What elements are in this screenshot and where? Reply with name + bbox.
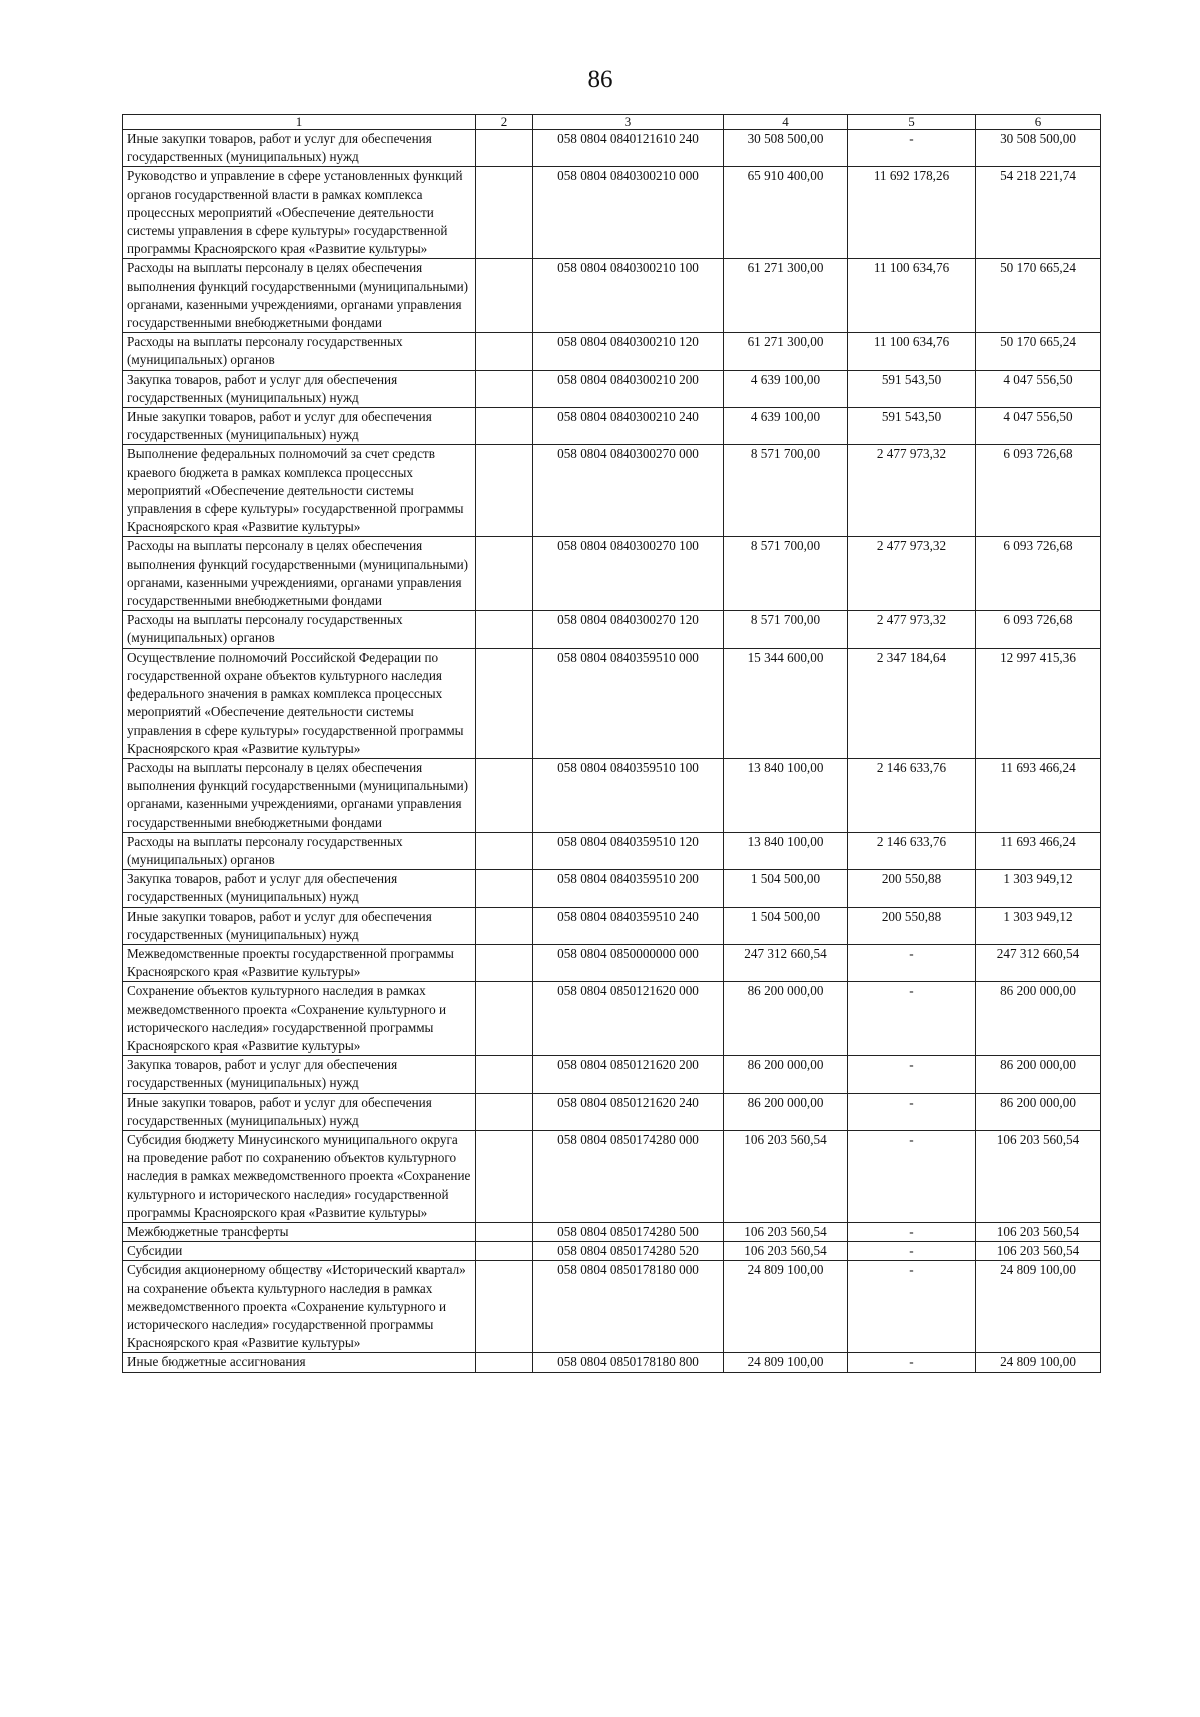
empty-cell [476, 907, 533, 944]
value-cell-col6: 30 508 500,00 [976, 130, 1101, 167]
value-cell-col4: 30 508 500,00 [724, 130, 848, 167]
code-cell: 058 0804 0840300270 120 [533, 611, 724, 648]
code-cell: 058 0804 0850121620 000 [533, 982, 724, 1056]
table-row [123, 1353, 1101, 1372]
table-row [123, 758, 1101, 832]
name-cell: Иные закупки товаров, работ и услуг для обеспечения государственных (муниципальных) нужд [123, 130, 476, 167]
value-cell-col5: 591 543,50 [848, 370, 976, 407]
empty-cell [476, 611, 533, 648]
code-cell: 058 0804 0840300210 100 [533, 259, 724, 333]
table-row [123, 907, 1101, 944]
empty-cell [476, 333, 533, 370]
code-cell: 058 0804 0840359510 100 [533, 758, 724, 832]
value-cell-col4: 8 571 700,00 [724, 611, 848, 648]
empty-cell [476, 1056, 533, 1093]
name-cell: Субсидия акционерному обществу «Исторический квартал» на сохранение объекта культурного наследия в рамках межведомственного проекта «Сохранение культурного и исторического наследия» государственной программы Красноярского края «Развитие культуры» [123, 1261, 476, 1353]
empty-cell [476, 1130, 533, 1222]
column-header-3: 3 [533, 115, 724, 130]
value-cell-col4: 106 203 560,54 [724, 1242, 848, 1261]
table-row [123, 333, 1101, 370]
empty-cell [476, 1093, 533, 1130]
name-cell: Иные бюджетные ассигнования [123, 1353, 476, 1372]
column-header-1: 1 [123, 115, 476, 130]
table-row [123, 1130, 1101, 1222]
value-cell-col6: 106 203 560,54 [976, 1130, 1101, 1222]
empty-cell [476, 648, 533, 758]
value-cell-col5: 591 543,50 [848, 408, 976, 445]
value-cell-col4: 61 271 300,00 [724, 333, 848, 370]
table-row [123, 445, 1101, 537]
table-row [123, 537, 1101, 611]
empty-cell [476, 408, 533, 445]
value-cell-col4: 8 571 700,00 [724, 537, 848, 611]
empty-cell [476, 1261, 533, 1353]
value-cell-col4: 1 504 500,00 [724, 870, 848, 907]
column-header-5: 5 [848, 115, 976, 130]
value-cell-col4: 4 639 100,00 [724, 370, 848, 407]
table-row [123, 130, 1101, 167]
empty-cell [476, 167, 533, 259]
value-cell-col6: 1 303 949,12 [976, 870, 1101, 907]
code-cell: 058 0804 0840300210 240 [533, 408, 724, 445]
value-cell-col6: 106 203 560,54 [976, 1222, 1101, 1241]
name-cell: Расходы на выплаты персоналу государственных (муниципальных) органов [123, 333, 476, 370]
table-row [123, 982, 1101, 1056]
column-header-6: 6 [976, 115, 1101, 130]
page-number: 86 [587, 66, 613, 93]
name-cell: Расходы на выплаты персоналу в целях обеспечения выполнения функций государственными (муниципальными) органами, казенными учреждениями, органами управления государственными внебюджетными фондами [123, 537, 476, 611]
name-cell: Иные закупки товаров, работ и услуг для обеспечения государственных (муниципальных) нужд [123, 907, 476, 944]
value-cell-col4: 247 312 660,54 [724, 944, 848, 981]
value-cell-col6: 24 809 100,00 [976, 1261, 1101, 1353]
empty-cell [476, 370, 533, 407]
name-cell: Руководство и управление в сфере установленных функций органов государственной власти в рамках комплекса процессных мероприятий «Обеспечение деятельности системы управления в сфере культуры» государственной программы Красноярского края «Развитие культуры» [123, 167, 476, 259]
value-cell-col5: - [848, 1130, 976, 1222]
name-cell: Расходы на выплаты персоналу государственных (муниципальных) органов [123, 611, 476, 648]
value-cell-col4: 106 203 560,54 [724, 1130, 848, 1222]
value-cell-col6: 86 200 000,00 [976, 1056, 1101, 1093]
empty-cell [476, 758, 533, 832]
code-cell: 058 0804 0850178180 000 [533, 1261, 724, 1353]
name-cell: Осуществление полномочий Российской Федерации по государственной охране объектов культурного наследия федерального значения в рамках комплекса процессных мероприятий «Обеспечение деятельности системы управления в сфере культуры» государственной программы Красноярского края «Развитие культуры» [123, 648, 476, 758]
name-cell: Субсидия бюджету Минусинского муниципального округа на проведение работ по сохранению объектов культурного наследия в рамках межведомственного проекта «Сохранение культурного и исторического наследия» государственной программы Красноярского края «Развитие культуры» [123, 1130, 476, 1222]
table-row [123, 611, 1101, 648]
table-row [123, 259, 1101, 333]
empty-cell [476, 1242, 533, 1261]
code-cell: 058 0804 0840359510 240 [533, 907, 724, 944]
value-cell-col6: 6 093 726,68 [976, 537, 1101, 611]
code-cell: 058 0804 0840121610 240 [533, 130, 724, 167]
value-cell-col6: 247 312 660,54 [976, 944, 1101, 981]
code-cell: 058 0804 0840300270 000 [533, 445, 724, 537]
value-cell-col5: - [848, 130, 976, 167]
table-row [123, 648, 1101, 758]
value-cell-col6: 24 809 100,00 [976, 1353, 1101, 1372]
code-cell: 058 0804 0840359510 120 [533, 832, 724, 869]
value-cell-col6: 50 170 665,24 [976, 259, 1101, 333]
value-cell-col6: 6 093 726,68 [976, 445, 1101, 537]
value-cell-col5: 2 477 973,32 [848, 445, 976, 537]
value-cell-col4: 106 203 560,54 [724, 1222, 848, 1241]
value-cell-col5: 2 477 973,32 [848, 537, 976, 611]
value-cell-col5: - [848, 982, 976, 1056]
empty-cell [476, 130, 533, 167]
name-cell: Иные закупки товаров, работ и услуг для обеспечения государственных (муниципальных) нужд [123, 1093, 476, 1130]
value-cell-col6: 11 693 466,24 [976, 832, 1101, 869]
value-cell-col4: 13 840 100,00 [724, 832, 848, 869]
code-cell: 058 0804 0840359510 200 [533, 870, 724, 907]
value-cell-col4: 15 344 600,00 [724, 648, 848, 758]
value-cell-col4: 65 910 400,00 [724, 167, 848, 259]
value-cell-col6: 4 047 556,50 [976, 370, 1101, 407]
value-cell-col6: 106 203 560,54 [976, 1242, 1101, 1261]
table-row [123, 167, 1101, 259]
name-cell: Субсидии [123, 1242, 476, 1261]
value-cell-col5: 11 100 634,76 [848, 333, 976, 370]
value-cell-col5: - [848, 1242, 976, 1261]
code-cell: 058 0804 0850174280 500 [533, 1222, 724, 1241]
value-cell-col5: - [848, 1222, 976, 1241]
value-cell-col6: 11 693 466,24 [976, 758, 1101, 832]
table-row [123, 1261, 1101, 1353]
value-cell-col5: - [848, 1353, 976, 1372]
value-cell-col4: 24 809 100,00 [724, 1353, 848, 1372]
value-cell-col5: - [848, 1261, 976, 1353]
code-cell: 058 0804 0840300270 100 [533, 537, 724, 611]
name-cell: Закупка товаров, работ и услуг для обеспечения государственных (муниципальных) нужд [123, 370, 476, 407]
empty-cell [476, 259, 533, 333]
code-cell: 058 0804 0850121620 240 [533, 1093, 724, 1130]
value-cell-col5: 2 146 633,76 [848, 832, 976, 869]
value-cell-col5: - [848, 1093, 976, 1130]
value-cell-col5: - [848, 944, 976, 981]
code-cell: 058 0804 0840300210 000 [533, 167, 724, 259]
value-cell-col5: 11 100 634,76 [848, 259, 976, 333]
name-cell: Выполнение федеральных полномочий за счет средств краевого бюджета в рамках комплекса процессных мероприятий «Обеспечение деятельности системы управления в сфере культуры» государственной программы Красноярского края «Развитие культуры» [123, 445, 476, 537]
code-cell: 058 0804 0840300210 200 [533, 370, 724, 407]
value-cell-col5: 2 477 973,32 [848, 611, 976, 648]
empty-cell [476, 1222, 533, 1241]
value-cell-col4: 86 200 000,00 [724, 1056, 848, 1093]
empty-cell [476, 1353, 533, 1372]
value-cell-col5: 200 550,88 [848, 870, 976, 907]
value-cell-col4: 61 271 300,00 [724, 259, 848, 333]
value-cell-col6: 4 047 556,50 [976, 408, 1101, 445]
table-row [123, 944, 1101, 981]
value-cell-col6: 50 170 665,24 [976, 333, 1101, 370]
value-cell-col6: 86 200 000,00 [976, 982, 1101, 1056]
empty-cell [476, 832, 533, 869]
empty-cell [476, 537, 533, 611]
value-cell-col4: 86 200 000,00 [724, 982, 848, 1056]
code-cell: 058 0804 0850174280 520 [533, 1242, 724, 1261]
table-row [123, 408, 1101, 445]
table-row [123, 1093, 1101, 1130]
value-cell-col5: 200 550,88 [848, 907, 976, 944]
value-cell-col6: 6 093 726,68 [976, 611, 1101, 648]
empty-cell [476, 982, 533, 1056]
table-body [123, 130, 1101, 1373]
table-header [123, 115, 1101, 130]
name-cell: Сохранение объектов культурного наследия в рамках межведомственного проекта «Сохранение культурного и исторического наследия» государственной программы Красноярского края «Развитие культуры» [123, 982, 476, 1056]
value-cell-col4: 86 200 000,00 [724, 1093, 848, 1130]
code-cell: 058 0804 0850174280 000 [533, 1130, 724, 1222]
table-row [123, 1056, 1101, 1093]
table-row [123, 370, 1101, 407]
value-cell-col6: 12 997 415,36 [976, 648, 1101, 758]
table-row [123, 1242, 1101, 1261]
empty-cell [476, 944, 533, 981]
value-cell-col4: 1 504 500,00 [724, 907, 848, 944]
value-cell-col5: - [848, 1056, 976, 1093]
code-cell: 058 0804 0850121620 200 [533, 1056, 724, 1093]
code-cell: 058 0804 0850178180 800 [533, 1353, 724, 1372]
value-cell-col4: 24 809 100,00 [724, 1261, 848, 1353]
name-cell: Расходы на выплаты персоналу в целях обеспечения выполнения функций государственными (муниципальными) органами, казенными учреждениями, органами управления государственными внебюджетными фондами [123, 259, 476, 333]
value-cell-col5: 2 347 184,64 [848, 648, 976, 758]
value-cell-col4: 8 571 700,00 [724, 445, 848, 537]
table-row [123, 1222, 1101, 1241]
name-cell: Расходы на выплаты персоналу государственных (муниципальных) органов [123, 832, 476, 869]
table-row [123, 832, 1101, 869]
name-cell: Межведомственные проекты государственной программы Красноярского края «Развитие культуры» [123, 944, 476, 981]
budget-table-container [122, 114, 1100, 1373]
empty-cell [476, 870, 533, 907]
name-cell: Иные закупки товаров, работ и услуг для обеспечения государственных (муниципальных) нужд [123, 408, 476, 445]
value-cell-col4: 4 639 100,00 [724, 408, 848, 445]
value-cell-col5: 2 146 633,76 [848, 758, 976, 832]
name-cell: Расходы на выплаты персоналу в целях обеспечения выполнения функций государственными (муниципальными) органами, казенными учреждениями, органами управления государственными внебюджетными фондами [123, 758, 476, 832]
name-cell: Закупка товаров, работ и услуг для обеспечения государственных (муниципальных) нужд [123, 870, 476, 907]
code-cell: 058 0804 0850000000 000 [533, 944, 724, 981]
value-cell-col6: 86 200 000,00 [976, 1093, 1101, 1130]
value-cell-col4: 13 840 100,00 [724, 758, 848, 832]
empty-cell [476, 445, 533, 537]
budget-table [122, 114, 1101, 1373]
name-cell: Межбюджетные трансферты [123, 1222, 476, 1241]
column-header-4: 4 [724, 115, 848, 130]
column-header-2: 2 [476, 115, 533, 130]
value-cell-col5: 11 692 178,26 [848, 167, 976, 259]
code-cell: 058 0804 0840300210 120 [533, 333, 724, 370]
value-cell-col6: 54 218 221,74 [976, 167, 1101, 259]
value-cell-col6: 1 303 949,12 [976, 907, 1101, 944]
code-cell: 058 0804 0840359510 000 [533, 648, 724, 758]
table-row [123, 870, 1101, 907]
name-cell: Закупка товаров, работ и услуг для обеспечения государственных (муниципальных) нужд [123, 1056, 476, 1093]
header-row [123, 115, 1101, 130]
